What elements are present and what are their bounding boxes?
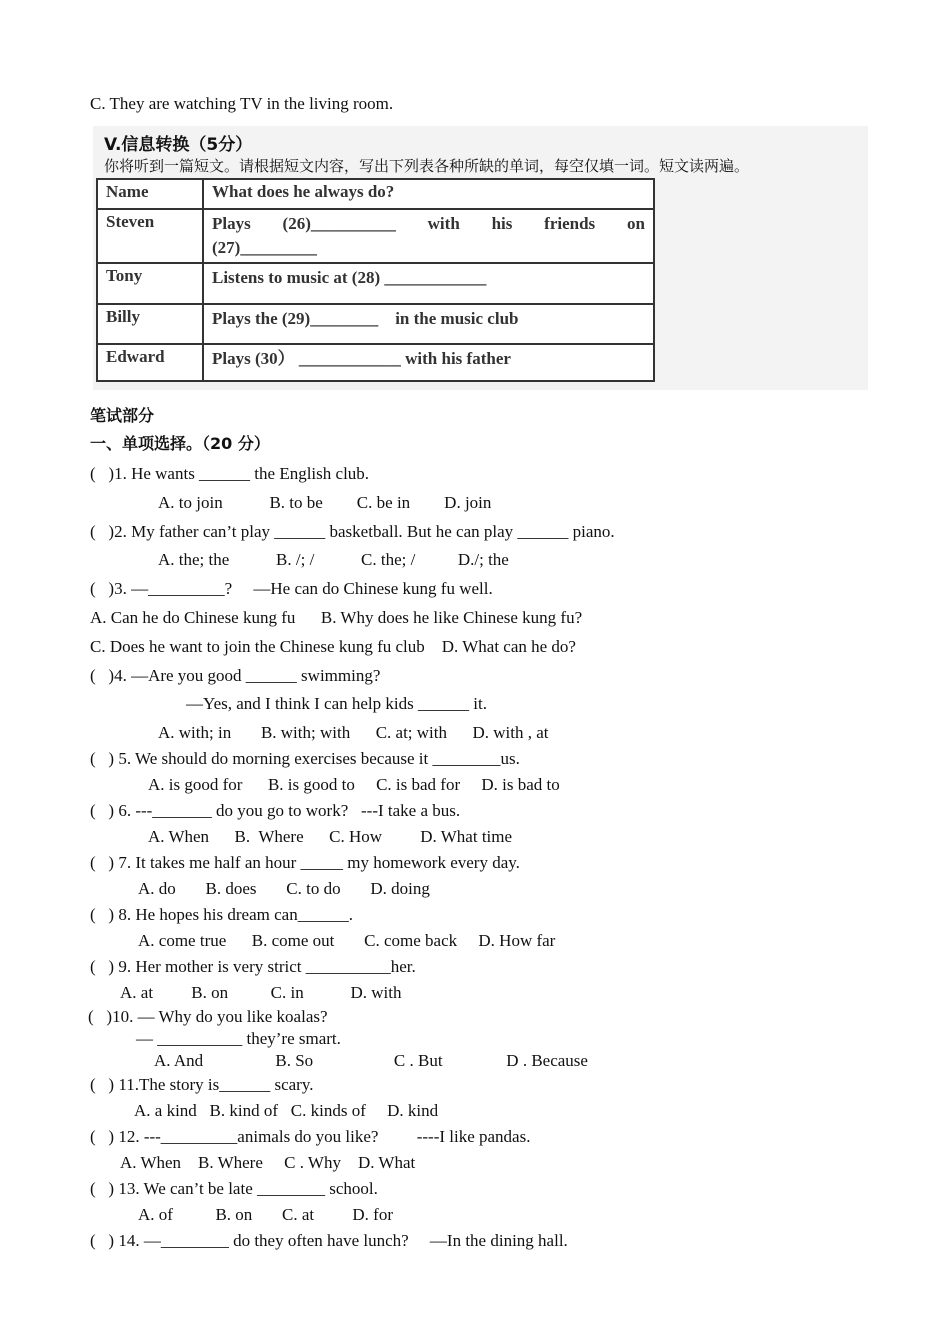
previous-option-c: C. They are watching TV in the living room. — [90, 94, 394, 113]
question-2-stem: ( )2. My father can’t play ______ basketball. But he can play ______ piano. — [90, 522, 615, 541]
question-10-stem: ( )10. — Why do you like koalas? — [88, 1007, 328, 1026]
table-header-row — [97, 179, 654, 209]
word: with — [427, 214, 460, 233]
question-7-stem: ( ) 7. It takes me half an hour _____ my homework every day. — [90, 853, 520, 872]
question-1-options: A. to join B. to be C. be in D. join — [158, 493, 492, 512]
question-7-options: A. do B. does C. to do D. doing — [138, 879, 430, 898]
question-6-options: A. When B. Where C. How D. What time — [148, 827, 513, 846]
row-activity — [203, 209, 654, 263]
row-name: Edward — [97, 344, 203, 381]
question-10-reply: — __________ they’re smart. — [136, 1029, 341, 1048]
word: Plays — [212, 214, 251, 233]
question-3-options-1: A. Can he do Chinese kung fu B. Why does he like Chinese kung fu? — [90, 608, 583, 627]
info-table — [96, 178, 655, 382]
question-13-options: A. of B. on C. at D. for — [138, 1205, 393, 1224]
word: his — [491, 214, 513, 233]
row-activity — [203, 263, 654, 304]
question-9-options: A. at B. on C. in D. with — [120, 983, 402, 1002]
row-activity-line: Plays (30） ____________ with his father — [212, 349, 511, 368]
question-11-options: A. a kind B. kind of C. kinds of D. kind — [134, 1101, 439, 1120]
blank-26: (26)__________ — [282, 214, 396, 233]
written-part-heading: 笔试部分 — [90, 406, 155, 425]
question-4-options: A. with; in B. with; with C. at; with D. with , at — [158, 723, 549, 742]
row-activity-line — [212, 212, 645, 236]
question-3-options-2: C. Does he want to join the Chinese kung fu club D. What can he do? — [90, 637, 576, 656]
section-5-title: V.信息转换（5分） — [104, 135, 253, 155]
question-4-stem: ( )4. —Are you good ______ swimming? — [90, 666, 381, 685]
question-2-options: A. the; the B. /; / C. the; / D./; the — [158, 550, 509, 569]
row-activity-line: Plays the (29)________ in the music club — [212, 309, 519, 328]
question-9-stem: ( ) 9. Her mother is very strict __________her. — [90, 957, 416, 976]
row-activity-line: Listens to music at (28) ____________ — [212, 268, 487, 287]
question-12-stem: ( ) 12. ---_________animals do you like? ----I like pandas. — [90, 1127, 531, 1146]
table-row — [97, 344, 654, 381]
question-5-stem: ( ) 5. We should do morning exercises because it ________us. — [90, 749, 520, 768]
question-10-options: A. And B. So C . But D . Because — [154, 1051, 588, 1070]
word: friends — [544, 214, 596, 233]
row-name: Tony — [97, 263, 203, 304]
question-8-options: A. come true B. come out C. come back D. How far — [138, 931, 556, 950]
part-1-heading: 一、单项选择。（20 分） — [90, 434, 270, 453]
table-row — [97, 304, 654, 344]
row-name: Steven — [97, 209, 203, 263]
question-11-stem: ( ) 11.The story is______ scary. — [90, 1075, 314, 1094]
question-6-stem: ( ) 6. ---_______ do you go to work? ---I take a bus. — [90, 801, 461, 820]
question-5-options: A. is good for B. is good to C. is bad for D. is bad to — [148, 775, 560, 794]
question-1-stem: ( )1. He wants ______ the English club. — [90, 464, 370, 483]
question-14-stem: ( ) 14. —________ do they often have lunch? —In the dining hall. — [90, 1231, 568, 1250]
table-row — [97, 209, 654, 263]
table-row — [97, 263, 654, 304]
word: on — [626, 214, 645, 233]
row-activity — [203, 344, 654, 381]
question-3-stem: ( )3. —_________? —He can do Chinese kung fu well. — [90, 579, 493, 598]
question-12-options: A. When B. Where C . Why D. What — [120, 1153, 416, 1172]
blank-27: (27)_________ — [212, 238, 317, 257]
question-13-stem: ( ) 13. We can’t be late ________ school. — [90, 1179, 378, 1198]
row-name: Billy — [97, 304, 203, 344]
section-5-instructions: 你将听到一篇短文。请根据短文内容，写出下列表各种所缺的单词，每空仅填一词。短文读两遍。 — [104, 157, 750, 175]
question-8-stem: ( ) 8. He hopes his dream can______. — [90, 905, 353, 924]
question-4-reply: —Yes, and I think I can help kids ______ it. — [186, 694, 487, 713]
row-activity — [203, 304, 654, 344]
header-name: Name — [97, 179, 203, 209]
header-question: What does he always do? — [203, 179, 654, 209]
